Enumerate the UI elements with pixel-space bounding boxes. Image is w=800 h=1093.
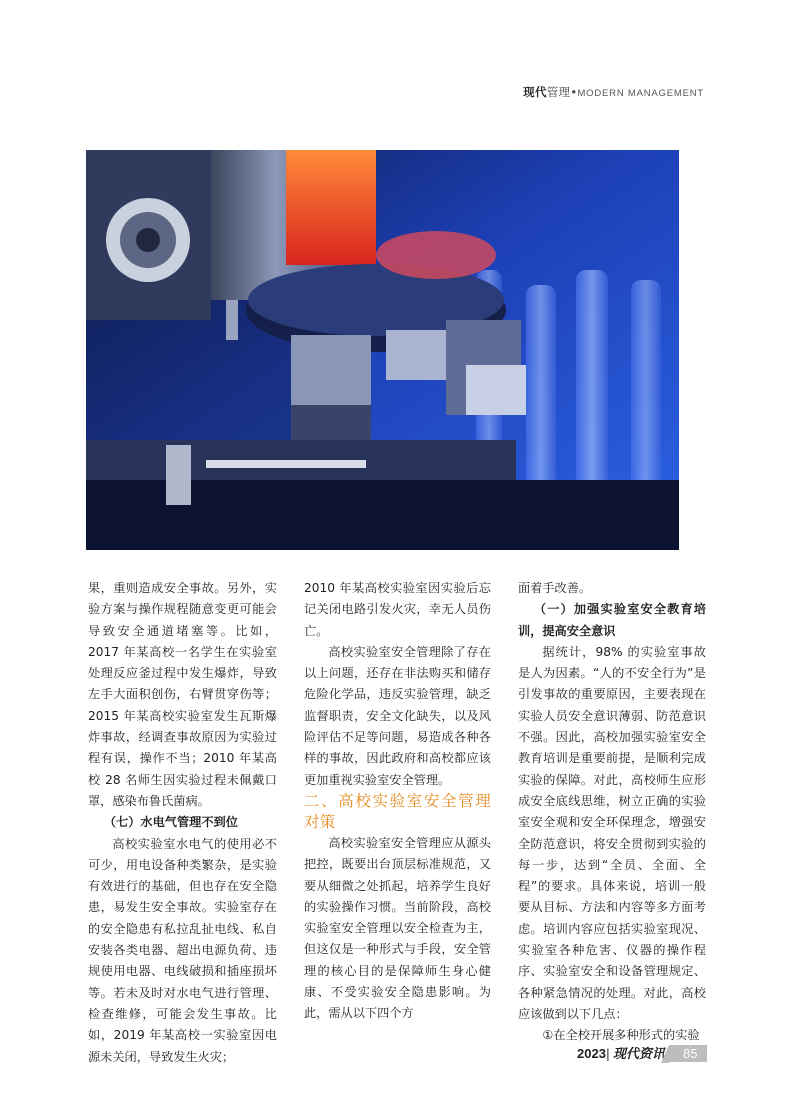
footer-separator: | xyxy=(605,1047,610,1061)
header-separator: • xyxy=(570,85,578,99)
body-paragraph: ①在全校开展多种形式的实验 xyxy=(542,1028,700,1043)
section-heading: 二、高校实验室安全管理对策 xyxy=(304,791,491,831)
body-paragraph: 高校实验室安全管理应从源头把控，既要出台顶层标准规范，又要从细微之处抓起，培养学生良好的实验操作习惯。当前阶段，高校实验室安全管理以安全检查为主，但这仅是一种形式与手段，安全管理的核心目的是保障师生身心健康、不受实验安全隐患影响。为此，需从以下四个方 xyxy=(304,835,491,1021)
body-paragraph: 高校实验室安全管理除了存在以上问题，还存在非法购买和储存危险化学品，违反实验管理，缺乏监督职责，安全文化缺失，以及风险评估不足等问题，易造成各种各样的事故，因此政府和高校都应该更加重视实验室安全管理。 xyxy=(304,644,491,787)
text-column-2 xyxy=(304,578,491,1025)
body-paragraph: 高校实验室水电气的使用必不可少，用电设备种类繁杂，是实验有效进行的基础，但也存在安全隐患，易发生安全事故。实验室存在的安全隐患有私拉乱扯电线、私自安装各类电器、超出电源负荷、违规使用电器、电线破损和插座损坏等。若未及时对水电气进行管理、检查维修，可能会发生事故。比如，2019 年某高校一实验室因电源未关闭，导致发生火灾； xyxy=(88,836,277,1064)
text-column-1 xyxy=(88,578,277,1068)
body-paragraph: 2010 年某高校实验室因实验后忘记关闭电路引发火灾，幸无人员伤亡。 xyxy=(304,581,491,638)
text-column-3 xyxy=(518,578,706,1047)
body-paragraph: 面着手改善。 xyxy=(518,581,592,595)
header-title-en: MODERN MANAGEMENT xyxy=(577,88,704,99)
header-title: 管理 xyxy=(546,85,571,99)
page-footer xyxy=(577,1043,707,1063)
body-paragraph: 果，重则造成安全事故。另外，实验方案与操作规程随意变更可能会导致安全通道堵塞等。比如，2017 年某高校一名学生在实验室处理反应釜过程中发生爆炸，导致左手大面积创伤，右臂贯穿伤等；2015 年某高校实验室发生瓦斯爆炸事故，经调查事故原因为实验过程有误，操作不当；2010 年某高校 28 名师生因实验过程未佩戴口罩，感染布鲁氏菌病。 xyxy=(88,581,277,808)
microscope-photo xyxy=(86,150,679,550)
subsection-heading: （一）加强实验室安全教育培训，提高安全意识 xyxy=(518,602,706,638)
page-number: 85 xyxy=(669,1045,707,1062)
footer-magazine-name: 现代资讯 xyxy=(612,1047,665,1062)
header-title-bold: 现代 xyxy=(523,85,547,99)
subsection-heading: （七）水电气管理不到位 xyxy=(103,815,238,830)
footer-year: 2023 xyxy=(577,1046,606,1061)
body-paragraph: 据统计，98% 的实验室事故是人为因素。“人的不安全行为”是引发事故的重要原因，主要表现在实验人员安全意识薄弱、防范意识不强。因此，高校加强实验室安全教育培训是重要前提，是顺利完成实验的保障。对此，高校师生应形成安全底线思维，树立正确的实验室安全观和安全环保理念，增强安全防范意识，将安全贯彻到实验的每一步，达到“全员、全面、全程”的要求。具体来说，培训一般要从目标、方法和内容等多方面考虑。培训内容应包括实验室现况、实验室各种危害、仪器的操作程序、实验室安全和设备管理规定、各种紧急情况的处理。对此，高校应该做到以下几点： xyxy=(518,644,706,1021)
running-header xyxy=(523,84,704,100)
